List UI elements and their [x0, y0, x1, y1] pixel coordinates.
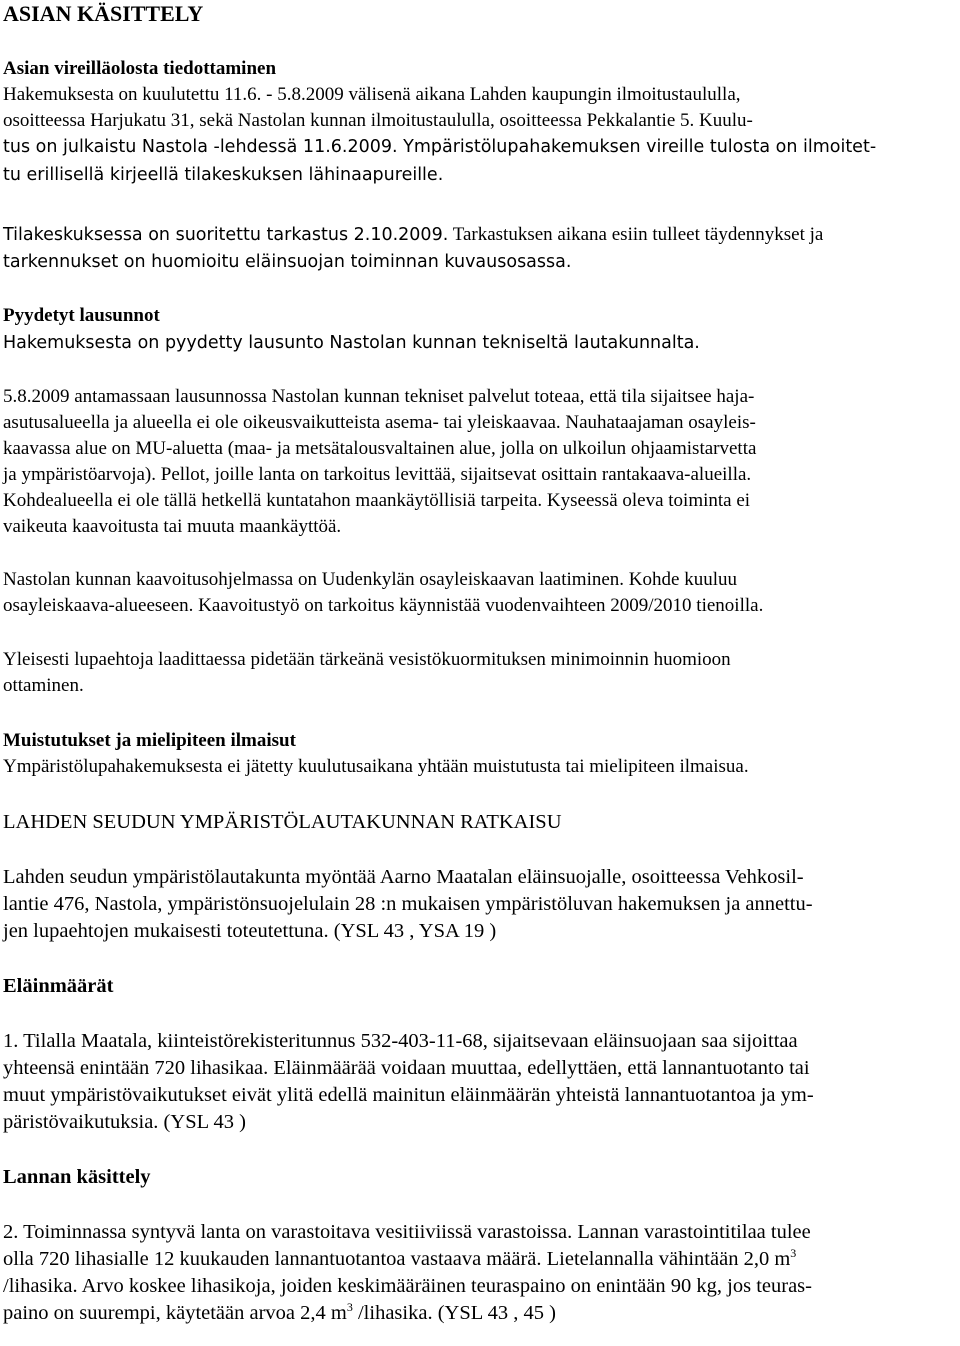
cubic-superscript: 3 [346, 1300, 353, 1314]
manure-line-1: 2. Toiminnassa syntyvä lanta on varastoitava vesitiiviissä varastoissa. Lannan varastointitilaa tulee [3, 1221, 811, 1243]
decision-line-3: jen lupaehtojen mukaisesti toteutettuna. (YSL 43 , YSA 19 ) [3, 920, 497, 942]
statements-para-2-line-2: osayleiskaava-alueeseen. Kaavoitustyö on tarkoitus käynnistää vuodenvaihteen 2009/2010 tienoilla. [3, 595, 764, 616]
objections-line-1: Ympäristölupahakemuksesta ei jätetty kuulutusaikana yhtään muistutusta tai mielipiteen ilmaisua. [3, 756, 749, 777]
animals-line-2: yhteensä enintään 720 lihasikaa. Eläinmäärää voidaan muuttaa, edellyttäen, että lannantuotanto tai [3, 1057, 810, 1079]
manure-line-4-tail: /lihasika. (YSL 43 , 45 ) [352, 1302, 556, 1324]
inspection-line-1a: Tilakeskuksessa on suoritettu tarkastus 2.10.2009. [3, 225, 449, 245]
manure-line-4-text: paino on suurempi, käytetään arvoa 2,4 m [3, 1302, 347, 1324]
pending-line-3a: tus on julkaistu Nastola -lehdessä 11.6.2009. [3, 137, 398, 157]
section-title: ASIAN KÄSITTELY [3, 1, 204, 26]
pending-line-3 [3, 134, 955, 160]
statements-line-1: Hakemuksesta on pyydetty lausunto Nastolan kunnan tekniseltä lautakunnalta. [3, 333, 700, 353]
statements-para-2-line-1: Nastolan kunnan kaavoitusohjelmassa on Uudenkylän osayleiskaavan laatiminen. Kohde kuuluu [3, 569, 737, 590]
pending-line-4: tu erillisellä kirjeellä tilakeskuksen lähinaapureille. [3, 165, 444, 185]
statements-para-1-line-4: ja ympäristöarvoja). Pellot, joille lanta on tarkoitus levittää, sijaitsevat osittain rantakaava-alueilla. [3, 464, 752, 485]
manure-line-2-text: olla 720 lihasialle 12 kuukauden lannantuotantoa vastaava määrä. Lietelannalla vähintään 2,0 m [3, 1248, 791, 1270]
decision-line-2: lantie 476, Nastola, ympäristönsuojelulain 28 :n mukaisen ympäristöluvan hakemuksen ja annettu- [3, 893, 813, 915]
statements-para-1-line-5: Kohdealueella ei ole tällä hetkellä kuntatahon maankäytöllisiä tarpeita. Kyseessä oleva toiminta ei [3, 490, 751, 511]
statements-heading: Pyydetyt lausunnot [3, 305, 160, 326]
manure-line-4 [3, 1300, 955, 1326]
objections-heading: Muistutukset ja mielipiteen ilmaisut [3, 730, 296, 751]
decision-line-1: Lahden seudun ympäristölautakunta myöntää Aarno Maatalan eläinsuojalle, osoitteessa Vehkosil- [3, 866, 804, 888]
inspection-line-2: tarkennukset on huomioitu eläinsuojan toiminnan kuvausosassa. [3, 252, 572, 272]
decision-heading: LAHDEN SEUDUN YMPÄRISTÖLAUTAKUNNAN RATKAISU [3, 811, 562, 833]
manure-heading: Lannan käsittely [3, 1166, 151, 1188]
cubic-superscript: 3 [790, 1246, 797, 1260]
animals-line-1: 1. Tilalla Maatala, kiinteistörekisteritunnus 532-403-11-68, sijaitsevaan eläinsuojaan saa sijoittaa [3, 1030, 798, 1052]
statements-para-3-line-2: ottaminen. [3, 675, 84, 696]
statements-para-1-line-6: vaikeuta kaavoitusta tai muuta maankäyttöä. [3, 516, 342, 537]
animals-line-3: muut ympäristövaikutukset eivät ylitä edellä mainitun eläinmäärän yhteistä lannantuotantoa ja ym- [3, 1084, 814, 1106]
manure-line-3: /lihasika. Arvo koskee lihasikoja, joiden keskimääräinen teuraspaino on enintään 90 kg, jos teuras- [3, 1275, 812, 1297]
pending-line-3b: Ympäristölupahakemuksen vireille tulosta on ilmoitet- [397, 137, 877, 157]
animals-line-4: päristövaikutuksia. (YSL 43 ) [3, 1111, 246, 1133]
statements-para-1-line-3: kaavassa alue on MU-aluetta (maa- ja metsätalousvaltainen alue, jolla on ulkoilun ohjaamistarvetta [3, 438, 757, 459]
pending-line-2: osoitteessa Harjukatu 31, sekä Nastolan kunnan ilmoitustaululla, osoitteessa Pekkalantie 5. Kuulu- [3, 110, 753, 131]
animals-heading: Eläinmäärät [3, 975, 114, 997]
statements-para-3-line-1: Yleisesti lupaehtoja laadittaessa pidetään tärkeänä vesistökuormituksen minimoinnin huomioon [3, 649, 731, 670]
inspection-line-1 [3, 222, 955, 248]
pending-heading: Asian vireilläolosta tiedottaminen [3, 58, 277, 79]
statements-para-1-line-1: 5.8.2009 antamassaan lausunnossa Nastolan kunnan tekniset palvelut toteaa, että tila sijaitsee haja- [3, 386, 755, 407]
pending-line-1: Hakemuksesta on kuulutettu 11.6. - 5.8.2009 välisenä aikana Lahden kaupungin ilmoitustaululla, [3, 84, 741, 105]
inspection-line-1b: Tarkastuksen aikana esiin tulleet täydennykset ja [448, 224, 824, 245]
statements-para-1-line-2: asutusalueella ja alueella ei ole oikeusvaikutteista asema- tai yleiskaavaa. Nauhataajaman osayleis- [3, 412, 756, 433]
manure-line-2 [3, 1246, 955, 1272]
